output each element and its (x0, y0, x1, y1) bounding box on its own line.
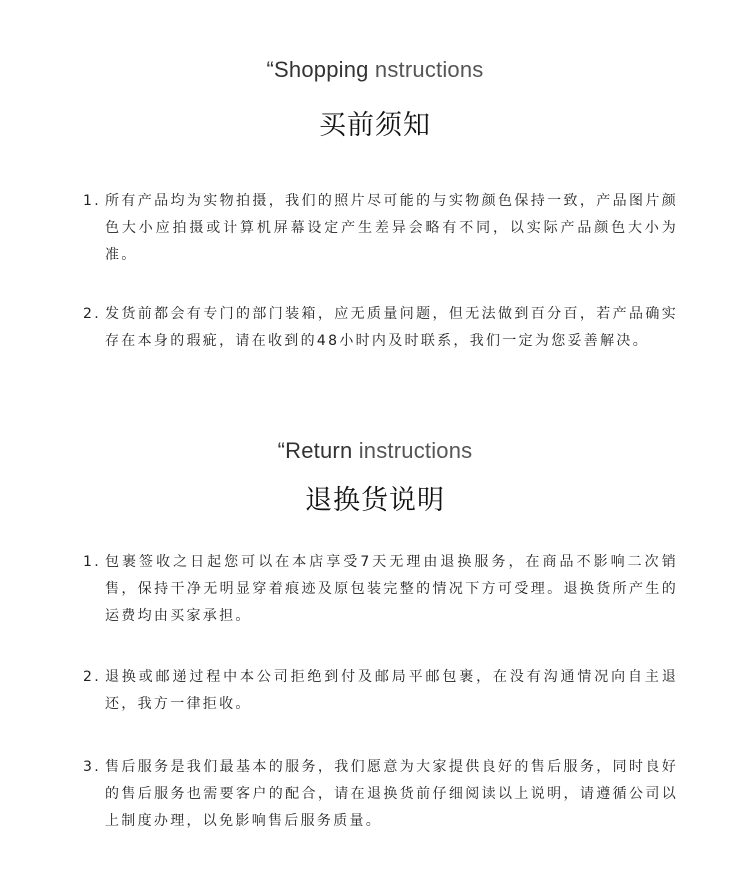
return-item-2-number: 2. (83, 669, 101, 685)
return-item-2-text: 退换或邮递过程中本公司拒绝到付及邮局平邮包裹，在没有沟通情况向自主退还，我方一律拒收。 (105, 669, 678, 712)
shopping-title-en-suffix: nstructions (368, 57, 484, 82)
shopping-item-2 (83, 301, 678, 355)
shopping-item-1 (83, 188, 678, 269)
return-title-en-suffix: instructions (352, 438, 473, 463)
return-item-2 (83, 664, 678, 718)
shopping-title-cn: 买前须知 (319, 110, 431, 141)
return-item-3 (83, 754, 678, 835)
shopping-item-2-text: 发货前都会有专门的部门装箱，应无质量问题，但无法做到百分百，若产品确实存在本身的瑕疵，请在收到的48小时内及时联系，我们一定为您妥善解决。 (105, 306, 678, 349)
return-item-3-number: 3. (83, 759, 101, 775)
shopping-item-1-text: 所有产品均为实物拍摄，我们的照片尽可能的与实物颜色保持一致，产品图片颜色大小应拍摄或计算机屏幕设定产生差异会略有不同，以实际产品颜色大小为准。 (105, 193, 678, 263)
return-item-3-text: 售后服务是我们最基本的服务，我们愿意为大家提供良好的售后服务，同时良好的售后服务也需要客户的配合，请在退换货前仔细阅读以上说明，请遵循公司以上制度办理，以免影响售后服务质量。 (105, 759, 678, 829)
shopping-title-en (0, 57, 750, 83)
shopping-item-2-number: 2. (83, 306, 101, 322)
return-item-1-text: 包裹签收之日起您可以在本店享受7天无理由退换服务，在商品不影响二次销售，保持干净无明显穿着痕迹及原包装完整的情况下方可受理。退换货所产生的运费均由买家承担。 (105, 554, 678, 624)
shopping-title-en-prefix: “Shopping (266, 57, 369, 82)
return-title-en (0, 438, 750, 464)
shopping-item-1-number: 1. (83, 193, 101, 209)
return-title-cn: 退换货说明 (305, 485, 445, 516)
return-item-1 (83, 549, 678, 630)
return-title-en-prefix: “Return (277, 438, 353, 463)
return-item-1-number: 1. (83, 554, 101, 570)
